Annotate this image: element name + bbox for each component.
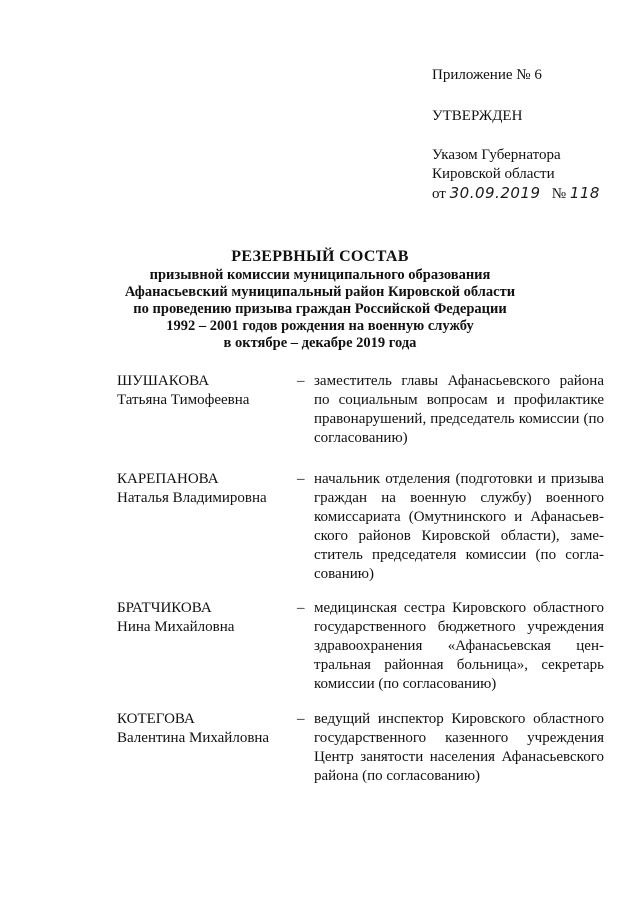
handwritten-date: 30.09.2019	[449, 184, 541, 202]
title-line-2: Афанасьевский муниципальный район Кировской области	[124, 284, 516, 300]
handwritten-number: 118	[569, 184, 600, 202]
title-line-4: 1992 – 2001 годов рождения на военную службу	[166, 318, 474, 334]
member-dash: –	[297, 711, 305, 727]
date-prefix: от	[432, 186, 446, 202]
title-line-3: по проведению призыва граждан Российской Федерации	[133, 301, 507, 317]
member-given-name: Валентина Михайловна	[117, 730, 270, 746]
number-prefix: №	[551, 186, 567, 202]
member-entry	[117, 470, 605, 584]
decree-line-1: Указом Губернатора	[432, 147, 561, 163]
member-given-name: Наталья Владимировна	[117, 490, 267, 506]
approved-label: УТВЕРЖДЕН	[432, 108, 523, 124]
member-surname: ШУШАКОВА	[117, 373, 210, 389]
member-given-name: Нина Михайловна	[117, 619, 235, 635]
member-role: медицинская сестра Кировского областного государственного бюджетного учреждения здравоохранения «Афанасьевская центральная районная больница», секретарь комиссии (по согласованию)	[314, 600, 604, 692]
title-line-1: призывной комиссии муниципального образования	[149, 267, 491, 283]
approval-block	[432, 66, 622, 204]
member-surname: БРАТЧИКОВА	[117, 600, 212, 616]
member-name	[117, 470, 292, 508]
member-name	[117, 599, 292, 637]
member-entry	[117, 599, 605, 694]
member-role: ведущий инспектор Кировского областного государственного казенного учреждения Центр занятости населения Афанасьевского района (по согласованию)	[314, 711, 604, 784]
member-entry	[117, 372, 605, 448]
member-name	[117, 710, 292, 748]
decree-date-line	[432, 184, 622, 204]
title-main: РЕЗЕРВНЫЙ СОСТАВ	[231, 248, 409, 265]
member-given-name: Татьяна Тимофеевна	[117, 392, 250, 408]
member-surname: КАРЕПАНОВА	[117, 471, 219, 487]
member-dash: –	[297, 471, 305, 487]
appendix-label: Приложение № 6	[432, 67, 542, 83]
decree-line-2: Кировской области	[432, 166, 555, 182]
member-role: начальник отделения (подготовки и призыва граждан на военную службу) военного комиссариата (Омутнинского и Афанасьевского районов Кировской области), заместитель председателя комиссии (по согласованию)	[314, 471, 604, 582]
member-entry	[117, 710, 605, 786]
title-line-5: в октябре – декабре 2019 года	[223, 335, 417, 351]
member-surname: КОТЕГОВА	[117, 711, 195, 727]
member-dash: –	[297, 373, 305, 389]
member-role: заместитель главы Афанасьевского района по социальным вопросам и профилактике правонарушений, председатель комиссии (по согласованию)	[314, 373, 604, 446]
member-name	[117, 372, 292, 410]
document-title	[0, 247, 640, 352]
member-dash: –	[297, 600, 305, 616]
